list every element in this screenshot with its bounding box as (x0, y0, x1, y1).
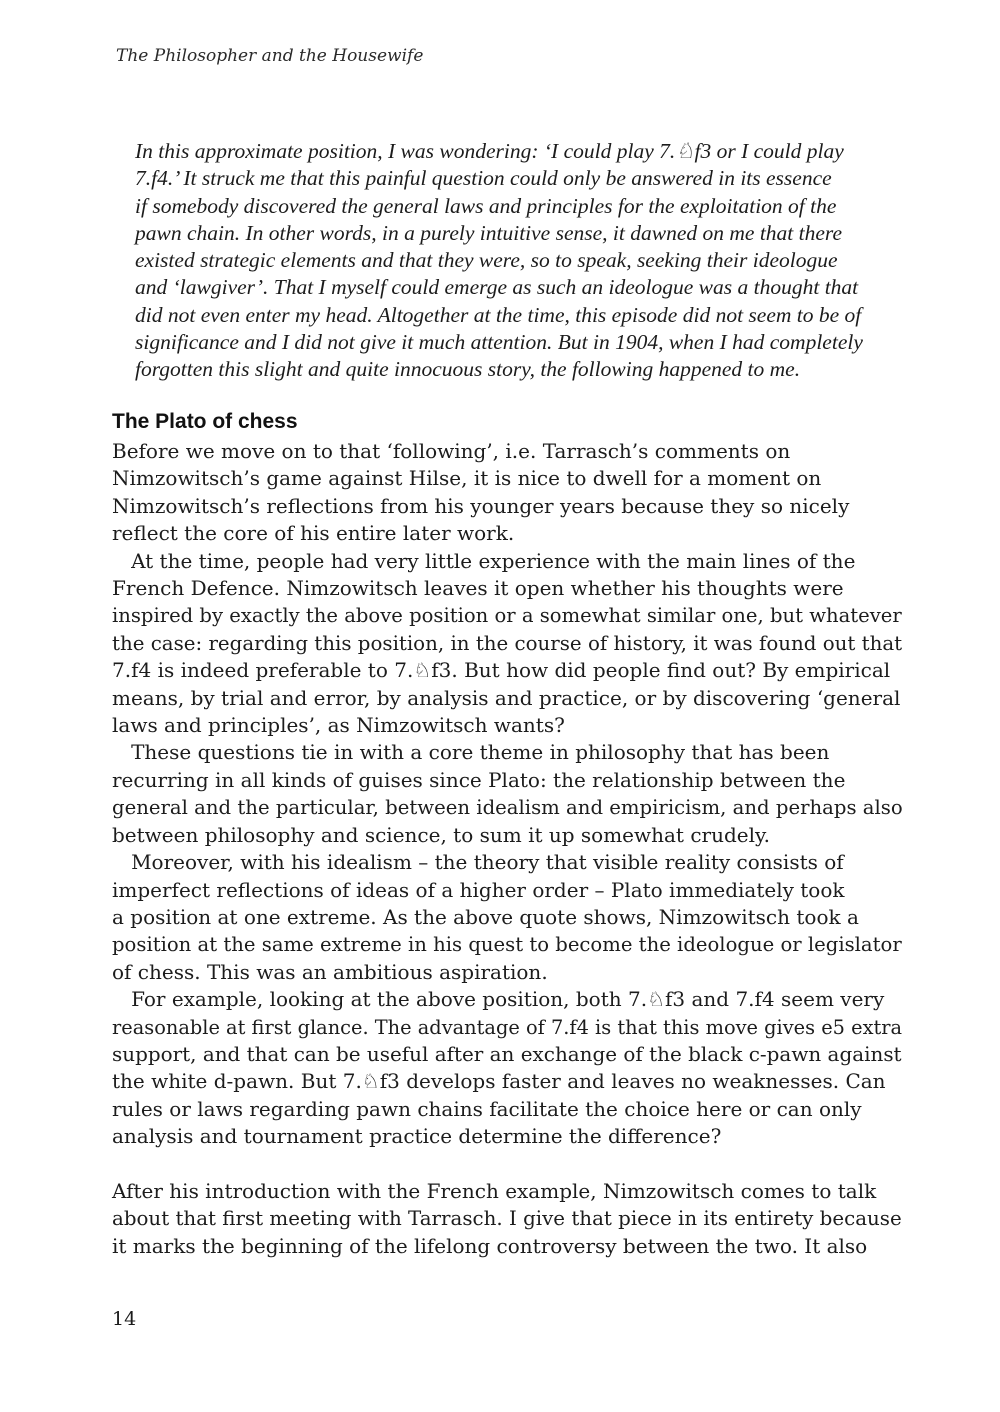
running-head: The Philosopher and the Housewife (116, 46, 424, 66)
body-line: a position at one extreme. As the above quote shows, Nimzowitsch took a (112, 904, 859, 929)
body-line: For example, looking at the above position, both 7.♘f3 and 7.f4 seem very (112, 987, 885, 1012)
body-line: between philosophy and science, to sum it up somewhat crudely. (112, 822, 770, 847)
body-line: Before we move on to that ‘following’, i.e. Tarrasch’s comments on (112, 439, 791, 463)
quote-line: 7.f4.’ It struck me that this painful question could only be answered in its essence (135, 166, 832, 191)
body-line: imperfect reflections of ideas of a higher order – Plato immediately took (112, 877, 845, 902)
body-line: it marks the beginning of the lifelong controversy between the two. It also (112, 1233, 868, 1258)
quote-line: forgotten this slight and quite innocuous story, the following happened to me. (135, 357, 801, 382)
body-line: At the time, people had very little experience with the main lines of the (112, 548, 856, 573)
quote-line: significance and I did not give it much attention. But in 1904, when I had completely (135, 330, 863, 355)
quote-line: did not even enter my head. Altogether at the time, this episode did not seem to be of (135, 302, 862, 327)
body-line: of chess. This was an ambitious aspiration. (112, 959, 548, 984)
body-line: support, and that can be useful after an exchange of the black c-pawn against (112, 1041, 902, 1066)
body-line: Moreover, with his idealism – the theory that visible reality consists of (112, 850, 844, 875)
body-line: the case: regarding this position, in the course of history, it was found out that (112, 630, 903, 655)
body-line: general and the particular, between idealism and empiricism, and perhaps also (112, 795, 903, 820)
section-heading: The Plato of chess (112, 410, 298, 433)
quote-line: and ‘lawgiver’. That I myself could emerge as such an ideologue was a thought that (135, 275, 859, 300)
body-line: rules or laws regarding pawn chains facilitate the choice here or can only (112, 1096, 862, 1121)
body-line: These questions tie in with a core theme in philosophy that has been (112, 740, 830, 765)
body-line: Nimzowitsch’s game against Hilse, it is nice to dwell for a moment on (112, 466, 822, 491)
quote-line: existed strategic elements and that they were, so to speak, seeking their ideologue (135, 248, 838, 273)
body-line: position at the same extreme in his quest to become the ideologue or legislator (112, 932, 902, 957)
body-line: reflect the core of his entire later work. (112, 521, 515, 546)
body-line: laws and principles’, as Nimzowitsch wants? (112, 713, 565, 738)
page-number: 14 (112, 1308, 137, 1330)
quote-line: pawn chain. In other words, in a purely intuitive sense, it dawned on me that there (135, 220, 843, 245)
quote-line: if somebody discovered the general laws and principles for the exploitation of the (135, 193, 837, 218)
body-line: the white d-pawn. But 7.♘f3 develops faster and leaves no weaknesses. Can (112, 1069, 886, 1094)
body-line: reasonable at first glance. The advantage of 7.f4 is that this move gives e5 extra (112, 1014, 903, 1039)
body-line: After his introduction with the French example, Nimzowitsch comes to talk (112, 1178, 877, 1203)
body-line: 7.f4 is indeed preferable to 7.♘f3. But how did people find out? By empirical (112, 658, 891, 683)
body-text (112, 438, 902, 1260)
body-line: about that first meeting with Tarrasch. I give that piece in its entirety because (112, 1206, 902, 1231)
body-line: French Defence. Nimzowitsch leaves it open whether his thoughts were (112, 576, 844, 601)
body-line: inspired by exactly the above position or a somewhat similar one, but whatever (112, 603, 902, 628)
body-line: Nimzowitsch’s reflections from his younger years because they so nicely (112, 493, 850, 518)
body-line: recurring in all kinds of guises since Plato: the relationship between the (112, 767, 846, 792)
quote-line: In this approximate position, I was wondering: ‘I could play 7.♘f3 or I could play (135, 139, 844, 163)
paragraph-gap (112, 1151, 902, 1178)
block-quote (135, 138, 865, 384)
body-line: means, by trial and error, by analysis and practice, or by discovering ‘general (112, 685, 901, 710)
body-line: analysis and tournament practice determine the difference? (112, 1124, 722, 1149)
